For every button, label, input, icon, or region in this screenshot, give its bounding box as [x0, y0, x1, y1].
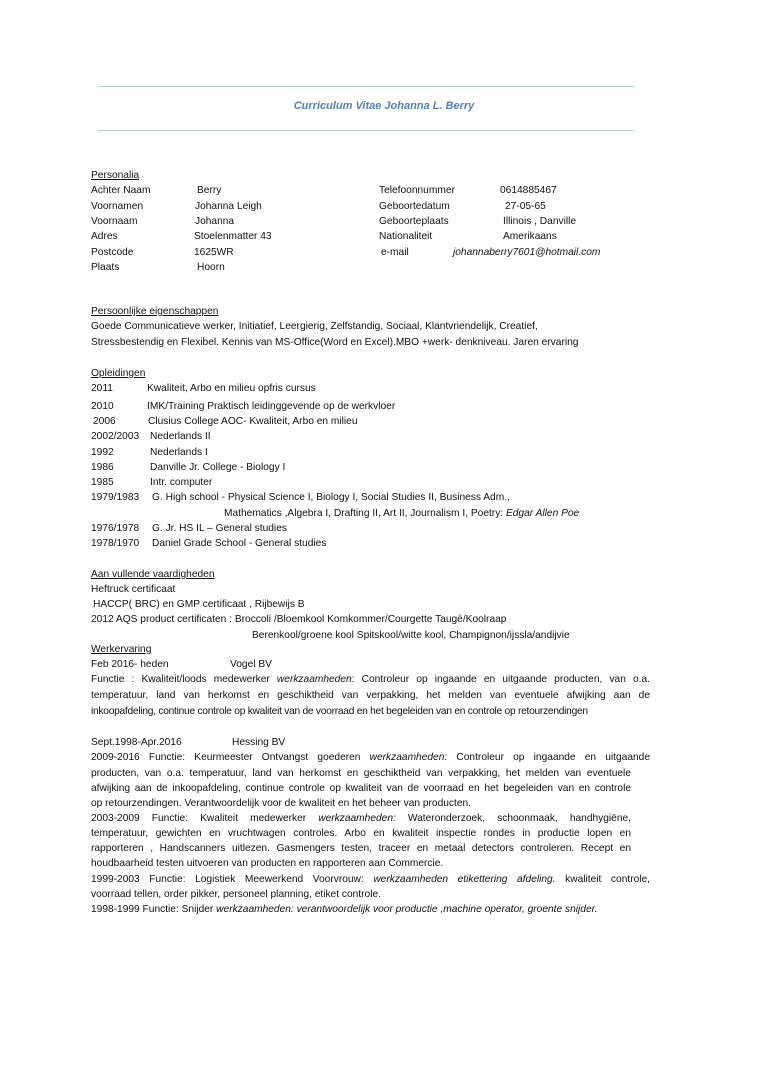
text-run-italic: werkzaamheden etikettering afdeling. — [373, 874, 556, 885]
text-run: 2009-2016 Functie: Keurmeester Ontvangst goederen — [91, 752, 370, 763]
opleiding-year: 2006 — [93, 416, 116, 427]
job-description-line: voorraad tellen, order pikker, personeel planning, etiket controle. — [91, 889, 381, 900]
field-label: Voornamen — [91, 201, 144, 212]
field-value: 0614885467 — [500, 185, 557, 196]
field-label: Geboortedatum — [379, 201, 450, 212]
text-run: 2003-2009 Functie: Kwaliteit medewerker — [91, 813, 319, 824]
field-label: Geboorteplaats — [379, 216, 449, 227]
opleiding-continuation-text: Mathematics ,Algebra I, Drafting II, Art II, Journalism I, Poetry: — [224, 508, 506, 519]
field-value: Hoorn — [197, 262, 225, 273]
vaardigheid-line: 2012 AQS product certificaten : Broccoli /Bloemkool Komkommer/Courgette Taugé/Koolraap — [91, 614, 507, 625]
opleiding-text: Clusius College AOC- Kwaliteit, Arbo en milieu — [148, 416, 358, 427]
page-title: Curriculum Vitae Johanna L. Berry — [293, 100, 475, 112]
opleiding-text: IMK/Training Praktisch leidinggevende op de werkvloer — [147, 401, 396, 412]
vaardigheid-line: Heftruck certificaat — [91, 584, 176, 595]
opleiding-text: Nederlands II — [150, 431, 211, 442]
text-run-italic: werkzaamheden: — [369, 752, 448, 763]
opleiding-year: 1976/1978 — [91, 523, 140, 534]
text-run-italic: werkzaamheden: — [318, 813, 396, 824]
opleiding-year: 1986 — [91, 462, 114, 473]
email-link[interactable]: johannaberry7601@hotmail.com — [453, 247, 601, 258]
poet-name: Edgar Allen Poe — [505, 508, 580, 519]
text-run-italic: werkzaamheden: verantwoordelijk voor productie ,machine operator, groente snijder. — [216, 904, 598, 915]
job-description-line — [91, 674, 650, 686]
opleiding-year: 2010 — [91, 401, 114, 412]
job-description-line: houdbaarheid testen uitvoeren van producten en rapporteren aan Commercie. — [91, 858, 444, 869]
text-run: Functie : Kwaliteit/loods medewerker — [91, 674, 277, 685]
job-description-line: temperatuur, gewichten en vruchtwagen controles. Arbo en kwaliteit inspectie rondes in productie lopen en — [91, 828, 631, 839]
field-value: Johanna Leigh — [195, 201, 262, 212]
vaardigheid-line: HACCP( BRC) en GMP certificaat , Rijbewijs B — [93, 599, 305, 610]
job-description-line — [91, 813, 631, 825]
opleiding-continuation — [224, 508, 579, 520]
field-label: Nationaliteit — [379, 231, 433, 242]
werkervaring-heading: Werkervaring — [91, 644, 152, 655]
field-label: Voornaam — [91, 216, 138, 227]
opleiding-text: G. High school - Physical Science I, Biology I, Social Studies II, Business Adm., — [152, 492, 510, 503]
eigenschappen-heading: Persoonlijke eigenschappen — [91, 306, 219, 317]
opleiding-text: Daniel Grade School - General studies — [152, 538, 327, 549]
opleiding-text: Danville Jr. College - Biology I — [150, 462, 286, 473]
field-value: Stoelenmatter 43 — [194, 231, 272, 242]
opleiding-year: 1985 — [91, 477, 114, 488]
field-label: e-mail — [381, 247, 409, 258]
vaardigheden-heading: Aan vullende vaardigheden — [91, 569, 215, 580]
job-description-line: temperatuur, land van herkomst en geschiktheid van verpakking, het melden van eventuele afwijking aan de — [91, 690, 650, 701]
field-label: Adres — [91, 231, 118, 242]
opleiding-text: Kwaliteit, Arbo en milieu opfris cursus — [147, 383, 316, 394]
opleiding-text: G. Jr. HS IL – General studies — [152, 523, 287, 534]
field-value: 27-05-65 — [505, 201, 546, 212]
field-value: Johanna — [195, 216, 235, 227]
field-label: Achter Naam — [91, 185, 151, 196]
job-company: Hessing BV — [232, 737, 286, 748]
opleiding-year: 2002/2003 — [91, 431, 140, 442]
field-value: 1625WR — [194, 247, 234, 258]
opleiding-year: 2011 — [91, 383, 113, 394]
text-run: Wateronderzoek, schoonmaak, handhygiëne, — [395, 813, 631, 824]
opleidingen-heading: Opleidingen — [91, 368, 146, 379]
job-description-line — [91, 904, 597, 916]
job-company: Vogel BV — [230, 659, 272, 670]
job-description-line: op retourzendingen. Verantwoordelijk voor de kwaliteit en het beheer van producten. — [91, 798, 472, 809]
vaardigheid-line: Berenkool/groene kool Spitskool/witte kool, Champignon/ijssla/andijvie — [252, 630, 570, 641]
opleiding-year: 1978/1970 — [91, 538, 140, 549]
bottom-divider — [98, 130, 634, 131]
job-description-line: producten, van o.a. temperatuur, land van herkomst en geschiktheid van verpakking, het melden van eventuele — [91, 768, 631, 779]
field-label: Telefoonnummer — [379, 185, 455, 196]
opleiding-year: 1992 — [91, 447, 114, 458]
job-description-line: inkoopafdeling, continue controle op kwaliteit van de voorraad en het begeleiden van en controle op retourzendingen — [91, 706, 588, 717]
field-value: Amerikaans — [503, 231, 557, 242]
field-label: Plaats — [91, 262, 120, 273]
text-run-italic: werkzaamheden — [276, 674, 352, 685]
opleiding-text: Intr. computer — [150, 477, 213, 488]
text-run: 1998-1999 Functie: Snijder — [91, 904, 217, 915]
text-run: : Controleur op ingaande en uitgaande producten, van o.a. — [351, 674, 650, 685]
opleiding-year: 1979/1983 — [91, 492, 140, 503]
field-value: Illinois , Danville — [503, 216, 577, 227]
job-period: Feb 2016- heden — [91, 659, 169, 670]
job-period: Sept.1998-Apr.2016 — [91, 737, 182, 748]
text-run: Controleur op ingaande en uitgaande — [447, 752, 650, 763]
job-description-line: afwijking aan de inkoopafdeling, continue controle op kwaliteit van de voorraad en het begeleiden van en controle — [91, 783, 631, 794]
top-divider — [98, 86, 634, 87]
personalia-heading: Personalia — [91, 170, 140, 181]
text-run: 1999-2003 Functie: Logistiek Meewerkend Voorvrouw: — [91, 874, 374, 885]
job-description-line — [91, 752, 650, 764]
opleiding-text: Nederlands I — [150, 447, 208, 458]
field-label: Postcode — [91, 247, 134, 258]
job-description-line: rapporteren , Handscanners uitlezen. Gasmengers testen, traceer en metaal detectors controleren. Recept en — [91, 843, 631, 854]
job-description-line — [91, 874, 650, 886]
eigenschappen-line: Stressbestendig en Flexibel. Kennis van MS-Office(Word en Excel).MBO +werk- denkniveau. Jaren ervaring — [91, 337, 579, 348]
eigenschappen-line: Goede Communicatieve werker, Initiatief, Leergierig, Zelfstandig, Sociaal, Klantvriendelijk, Creatief, — [91, 321, 538, 332]
text-run: kwaliteit controle, — [555, 874, 650, 885]
field-value: Berry — [197, 185, 222, 196]
